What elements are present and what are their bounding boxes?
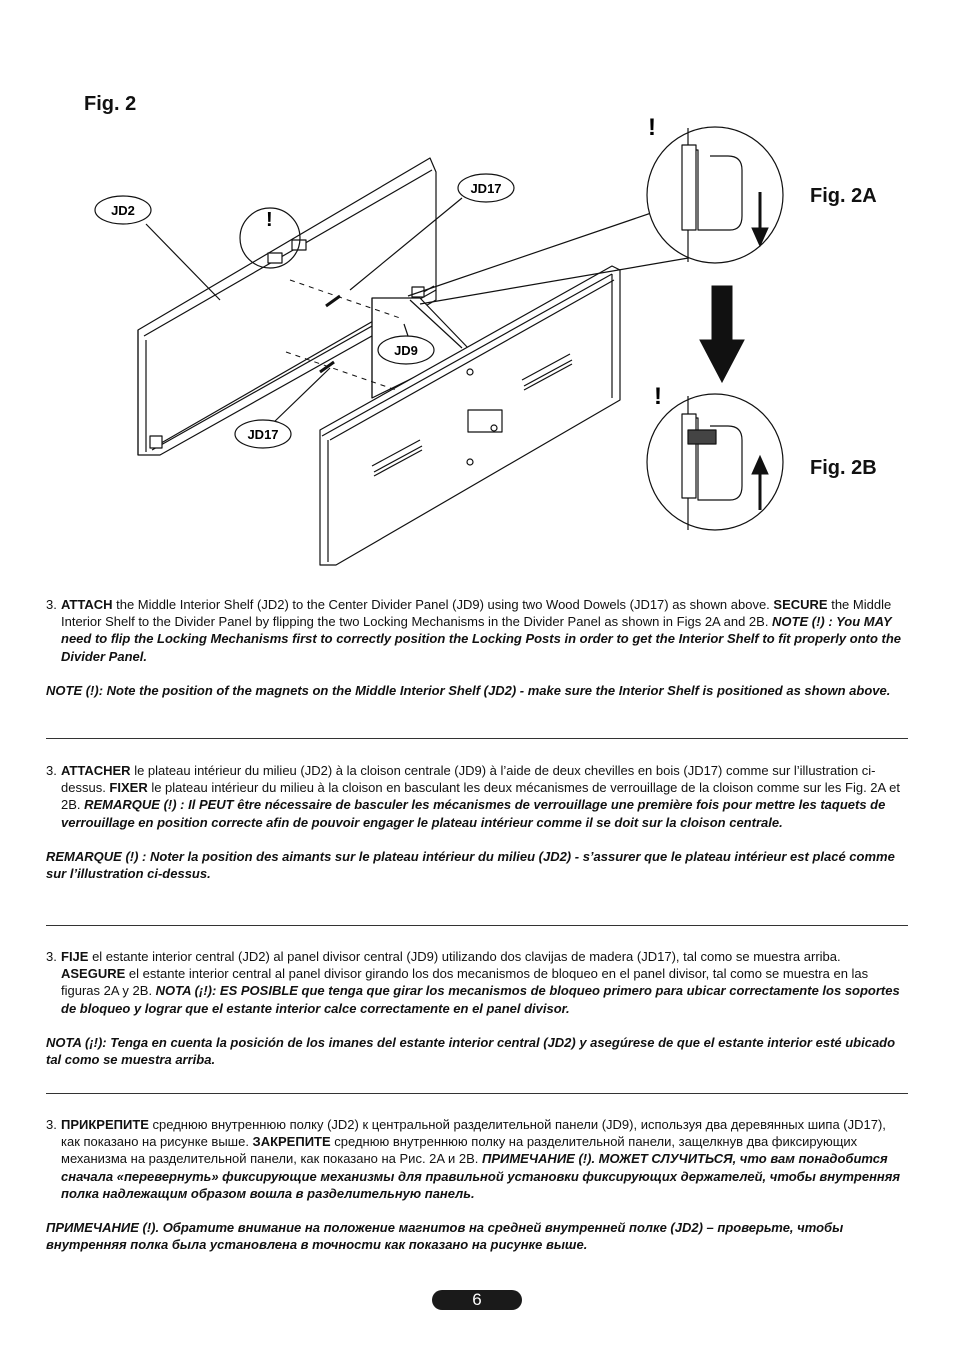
inline-note: NOTE (!) : You MAY need to flip the Locking Mechanisms first to correctly position the Locking Posts in order to get the Interior Shelf to fit properly onto the Divider Panel.	[61, 614, 902, 664]
fig-2a-label: Fig. 2A	[810, 185, 877, 207]
instructions-fr	[46, 762, 908, 882]
callout-jd17-top: JD17	[470, 181, 502, 196]
step-text-1: the Middle Interior Shelf (JD2) to the Center Divider Panel (JD9) using two Wood Dowels (JD17) as shown above.	[112, 597, 774, 612]
fig-2-label: Fig. 2	[84, 93, 137, 115]
step-number: 3.	[46, 1117, 57, 1132]
step-text-fr	[46, 762, 908, 831]
inline-note: NOTA (¡!): ES POSIBLE que tenga que girar los mecanismos de bloqueo primero para ubicar correctamente los soportes de bloqueo y lograr que el estante interior calce correctamente en el panel divisor.	[61, 983, 900, 1016]
callout-jd9: JD9	[394, 343, 418, 358]
step-verb-attacher: ATTACHER	[61, 763, 131, 778]
step-text-ru	[46, 1116, 908, 1202]
warning-mark-2b: !	[654, 383, 662, 410]
divider-1	[46, 738, 908, 739]
step-verb-fixer: FIXER	[109, 780, 148, 796]
page-number: 6	[432, 1290, 522, 1310]
inline-note: ПРИМЕЧАНИЕ (!). МОЖЕТ СЛУЧИТЬСЯ, что вам понадобится сначала «перевернуть» фиксирующие механизмы для правильной установки фиксирующих держателей, чтобы внутренняя полка надлежащим образом вошла в разделительную панель.	[61, 1151, 901, 1201]
step-text-2: el estante interior central al panel divisor girando los dos mecanismos de bloqueo en el panel divisor, tal como se muestra en las figuras 2A y 2B.	[61, 966, 869, 999]
step-number: 3.	[46, 949, 57, 964]
warning-mark-2a: !	[648, 114, 656, 141]
step-text-1: le plateau intérieur du milieu (JD2) à la cloison centrale (JD9) à l’aide de deux chevilles en bois (JD17) comme sur l’illustration ci-dessus.	[61, 763, 876, 796]
instructions-es	[46, 948, 908, 1068]
step-verb-prikrepite: ПРИКРЕПИТЕ	[61, 1117, 149, 1132]
step-text-2: le plateau intérieur du milieu à la cloison en basculant les deux mécanismes de verrouillage de la cloison comme sur les Fig. 2A et 2B.	[61, 780, 900, 813]
step-verb-attach: ATTACH	[61, 597, 113, 612]
step-verb-secure: SECURE	[773, 597, 828, 612]
step-number: 3.	[46, 597, 57, 612]
fig-2b-label: Fig. 2B	[810, 457, 877, 479]
note-ru: ПРИМЕЧАНИЕ (!). Обратите внимание на положение магнитов на средней внутренней полке (JD2) – проверьте, чтобы внутренняя полка была установлена в точности как показано на рисунке выше.	[46, 1220, 844, 1253]
step-text-1: среднюю внутреннюю полку (JD2) к центральной разделительной панели (JD9), используя два деревянных шипа (JD17), как показано на рисунке выше.	[61, 1117, 886, 1150]
callout-jd2: JD2	[111, 203, 135, 218]
callout-jd17-bottom: JD17	[247, 427, 279, 442]
step-text-1: el estante interior central (JD2) al panel divisor central (JD9) utilizando dos clavijas de madera (JD17), tal como se muestra arriba.	[88, 949, 841, 964]
step-text-es	[46, 948, 908, 1017]
divider-2	[46, 925, 908, 926]
step-verb-zakrepite: ЗАКРЕПИТЕ	[252, 1134, 331, 1150]
note-es: NOTA (¡!): Tenga en cuenta la posición de los imanes del estante interior central (JD2) y asegúrese de que el estante interior esté ubicado tal como se muestra arriba.	[46, 1034, 896, 1068]
step-verb-asegure: ASEGURE	[61, 966, 126, 982]
warning-mark-shelf: !	[266, 209, 273, 231]
divider-3	[46, 1093, 908, 1094]
step-verb-fije: FIJE	[61, 949, 89, 964]
step-number: 3.	[46, 763, 57, 778]
step-text-2: среднюю внутреннюю полку на разделительной панели, защелкнув два фиксирующих механизма на разделительной панели, как показано на Рис. 2A и 2B.	[61, 1134, 858, 1167]
note-en: NOTE (!): Note the position of the magnets on the Middle Interior Shelf (JD2) - make sure the Interior Shelf is positioned as shown above.	[46, 682, 891, 698]
assembly-diagram	[0, 0, 954, 590]
inline-note: REMARQUE (!) : Il PEUT être nécessaire de basculer les mécanismes de verrouillage une première fois pour mettre les taquets de verrouillage en position correcte afin de pouvoir engager le plateau intérieur comme il se doit sur la cloison centrale.	[61, 797, 886, 830]
note-fr: REMARQUE (!) : Noter la position des aimants sur le plateau intérieur du milieu (JD2) - s’assurer que le plateau intérieur est placé comme sur l’illustration ci-dessus.	[46, 848, 895, 882]
instructions-ru	[46, 1116, 908, 1253]
step-text-en	[46, 596, 908, 665]
instructions-en	[46, 596, 908, 699]
step-text-2: the Middle Interior Shelf to the Divider Panel by flipping the two Locking Mechanisms in the Divider Panel as shown in Figs 2A and 2B.	[61, 597, 892, 630]
